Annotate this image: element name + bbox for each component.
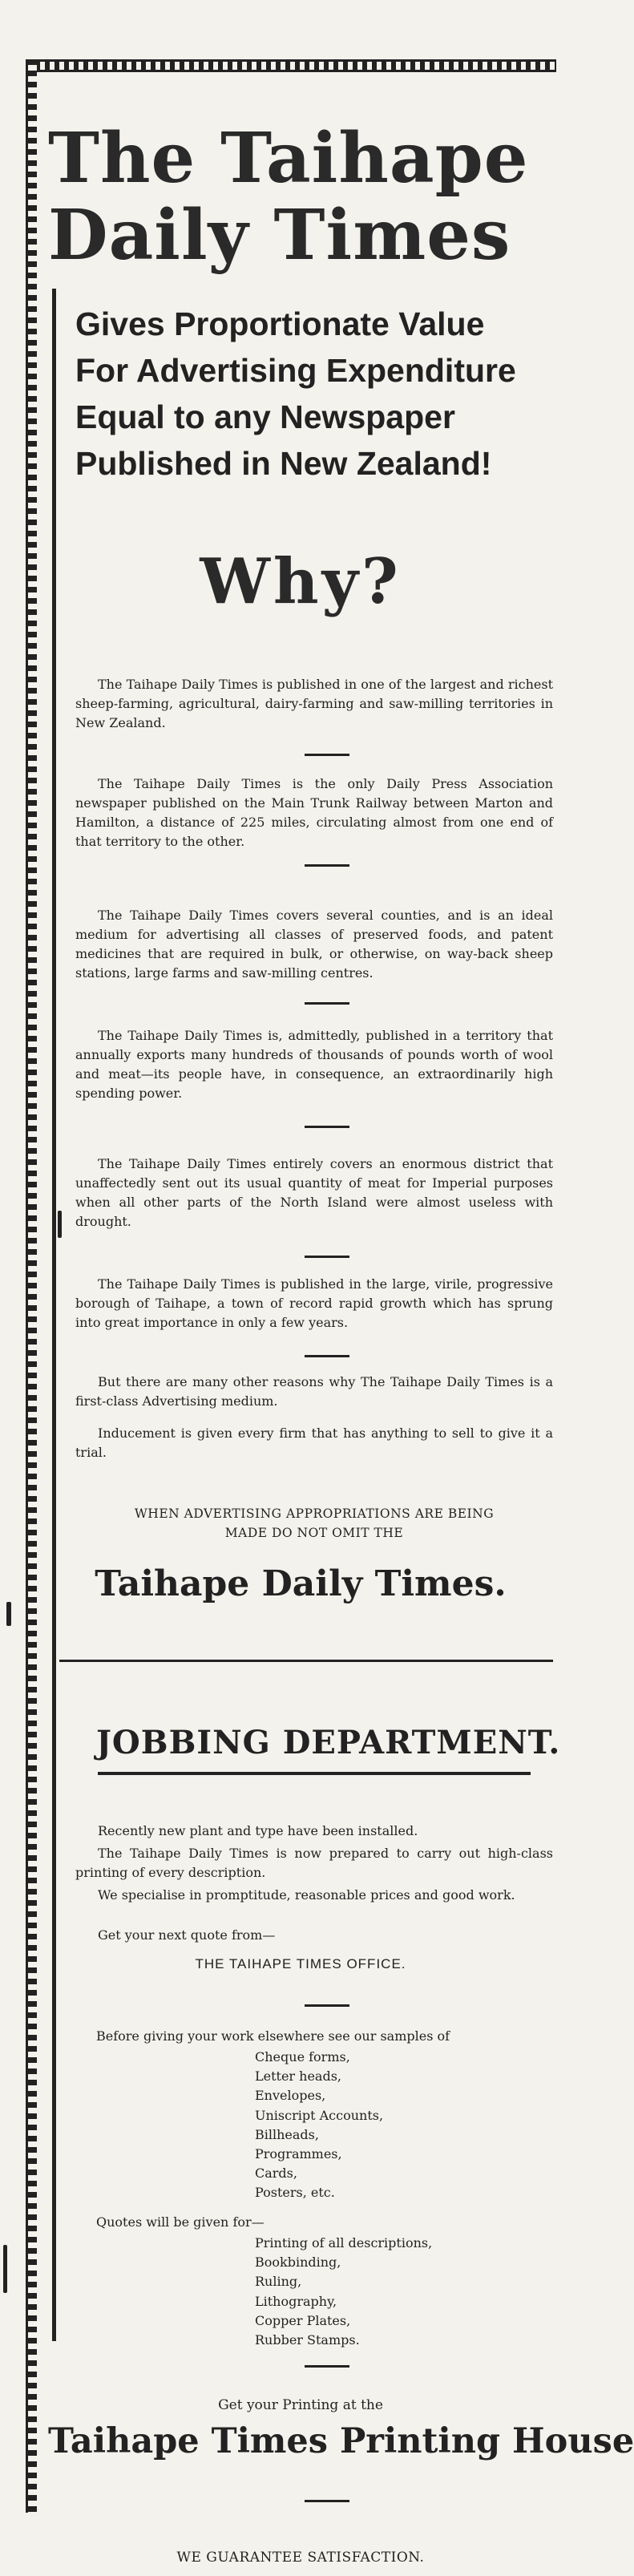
tagline-line: Published in New Zealand! xyxy=(75,445,492,482)
print-blemish xyxy=(58,1211,62,1238)
list-item: Lithography, xyxy=(255,2293,337,2309)
tagline-line: Gives Proportionate Value xyxy=(75,305,485,342)
short-rule xyxy=(305,1126,349,1128)
left-decorative-border xyxy=(26,59,37,2513)
tagline-line: Equal to any Newspaper xyxy=(75,398,455,435)
paper-name: Taihape Daily Times. xyxy=(95,1563,507,1604)
short-rule xyxy=(305,1002,349,1005)
paragraph: The Taihape Daily Times is the only Daily Press Association newspaper published on the Main Trunk Railway between Marton and Hamilton, a distance of 225 miles, circulating almost from one end of that territory to the other. xyxy=(75,776,553,849)
printing-house-name: Taihape Times Printing House xyxy=(48,2421,634,2461)
top-decorative-border xyxy=(26,59,556,72)
short-rule xyxy=(305,2365,349,2368)
list-item: Rubber Stamps. xyxy=(255,2332,360,2348)
short-rule xyxy=(305,1256,349,1258)
list-item: Envelopes, xyxy=(255,2088,326,2104)
print-blemish xyxy=(3,2245,7,2293)
paragraph: The Taihape Daily Times entirely covers an enormous district that unaffectedly sent out its usual quantity of meat for Imperial purposes when all other parts of the North Island were almost useless with drought. xyxy=(75,1156,553,1229)
jobbing-line: We specialise in promptitude, reasonable prices and good work. xyxy=(98,1887,515,1903)
short-rule xyxy=(305,754,349,756)
samples-list xyxy=(255,2048,543,2203)
masthead-line-1: The Taihape xyxy=(48,118,529,199)
list-item: Cheque forms, xyxy=(255,2049,350,2064)
closing-paragraph: But there are many other reasons why The Taihape Daily Times is a first-class Advertising medium. xyxy=(75,1374,553,1409)
list-item: Posters, etc. xyxy=(255,2185,335,2201)
jobbing-title: JOBBING DEPARTMENT. xyxy=(96,1724,561,1761)
office-name: THE TAIHAPE TIMES OFFICE. xyxy=(195,1956,406,1971)
get-printing-line: Get your Printing at the xyxy=(218,2397,383,2413)
list-item: Ruling, xyxy=(255,2274,302,2290)
jobbing-line: Recently new plant and type have been installed. xyxy=(98,1823,418,1838)
why-heading: Why? xyxy=(200,545,402,618)
list-item: Copper Plates, xyxy=(255,2312,351,2328)
masthead-line-2: Daily Times xyxy=(48,195,511,276)
short-rule xyxy=(305,2500,349,2502)
quotes-list xyxy=(255,2234,543,2350)
section-divider xyxy=(59,1660,553,1662)
short-rule xyxy=(305,2004,349,2007)
samples-intro: Before giving your work elsewhere see our samples of xyxy=(96,2028,450,2044)
appropriations-line: WHEN ADVERTISING APPROPRIATIONS ARE BEING xyxy=(134,1506,495,1521)
list-item: Cards, xyxy=(255,2166,297,2182)
list-item: Bookbinding, xyxy=(255,2255,341,2271)
list-item: Uniscript Accounts, xyxy=(255,2107,384,2123)
paragraph: The Taihape Daily Times covers several counties, and is an ideal medium for advertising all classes of preserved foods, and patent medicines that are required in bulk, or otherwise, on way-back sheep stations, large farms and saw-milling centres. xyxy=(75,908,553,981)
jobbing-line: Get your next quote from— xyxy=(98,1927,276,1943)
jobbing-underline xyxy=(98,1772,531,1775)
short-rule xyxy=(305,864,349,867)
print-blemish xyxy=(6,1602,11,1626)
list-item: Printing of all descriptions, xyxy=(255,2235,433,2250)
tagline-line: For Advertising Expenditure xyxy=(75,352,516,389)
tagline xyxy=(75,301,556,487)
paragraph: The Taihape Daily Times is, admittedly, published in a territory that annually exports many hundreds of thousands of pounds worth of wool and meat—its people have, in consequence, an extraordinarily high spending power. xyxy=(75,1028,553,1101)
closing-paragraph: Inducement is given every firm that has anything to sell to give it a trial. xyxy=(75,1425,553,1460)
guarantee-line: WE GUARANTEE SATISFACTION. xyxy=(176,2550,425,2566)
list-item: Billheads, xyxy=(255,2126,319,2142)
short-rule xyxy=(305,1355,349,1357)
paragraph: The Taihape Daily Times is published in the large, virile, progressive borough of Taihape, a town of record rapid growth which has sprung into great importance in only a few years. xyxy=(75,1276,553,1330)
masthead xyxy=(48,120,553,274)
appropriations-line: MADE DO NOT OMIT THE xyxy=(224,1526,404,1540)
jobbing-line: The Taihape Daily Times is now prepared to carry out high-class printing of every description. xyxy=(75,1846,553,1880)
paragraph: The Taihape Daily Times is published in one of the largest and richest sheep-farming, agricultural, dairy-farming and saw-milling territories in New Zealand. xyxy=(75,677,553,730)
list-item: Programmes, xyxy=(255,2146,342,2162)
quotes-intro: Quotes will be given for— xyxy=(96,2214,265,2230)
list-item: Letter heads, xyxy=(255,2068,342,2085)
